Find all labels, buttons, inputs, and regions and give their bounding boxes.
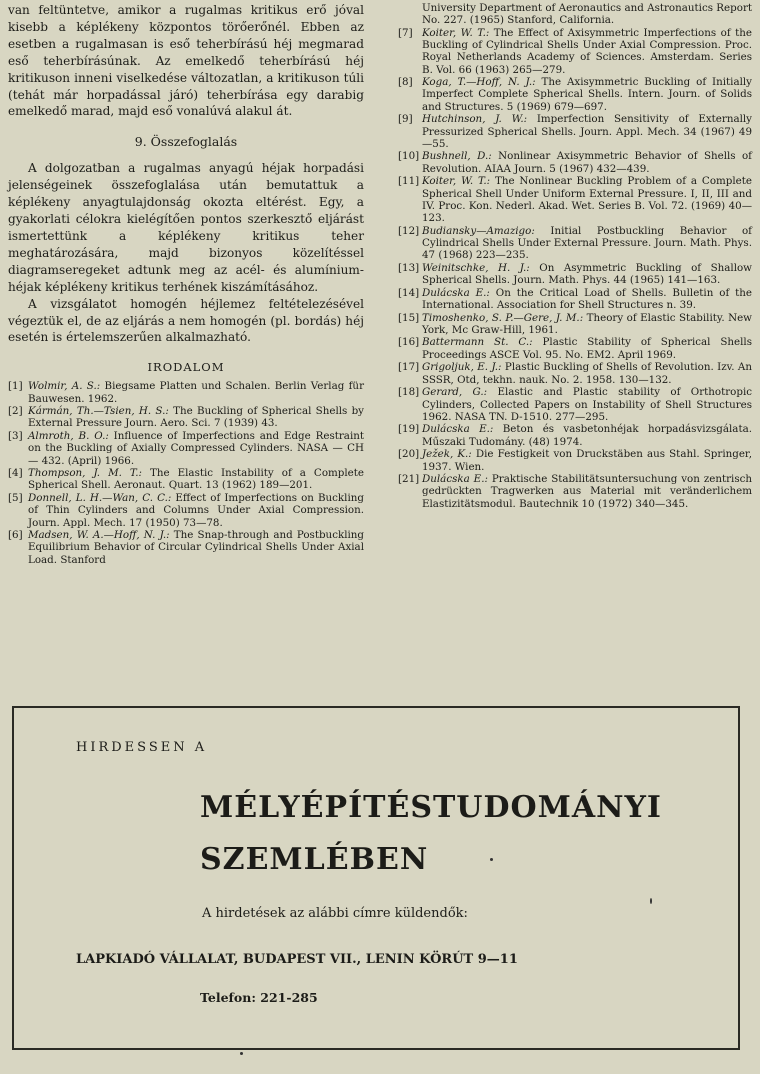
reference-author: Almroth, B. O.: [28,430,109,443]
reference-text: The Nonlinear Buckling Problem of a Complete Spherical Shell Under Uniform External Pressure. I, II, III and IV. Proc. Kon. Nederl. Akad. Wet. Series B. Vol. 72. (1969) 40—123. [422,175,752,224]
reference-body [422,361,752,385]
reference-text: The Snap-through and Postbuckling Equilibrium Behavior of Circular Cylindrical Shells Under Axial Load. Stanford [28,529,365,566]
reference-number: [1] [8,380,23,393]
reference-body [422,262,752,286]
reference-number: [6] [8,529,23,542]
reference-body [422,150,752,174]
reference-body [28,405,364,429]
right-column [398,2,752,510]
reference-item [398,448,752,472]
reference-number: [19] [398,423,420,436]
summary-paragraph: A vizsgálatot homogén héjlemez feltételezésével végeztük el, de az eljárás a nem homogén (pl. bordás) héj esetén is értelemszerűen alkalmazható. [8,296,364,345]
print-speck [490,858,493,861]
reference-author: Wolmir, A. S.: [28,380,101,393]
reference-text: The Elastic Instability of a Complete Spherical Shell. Aeronaut. Quart. 13 (1962) 189—201. [28,467,364,492]
reference-body [422,76,752,113]
reference-text: Die Festigkeit von Druckstäben aus Stahl. Springer, 1937. Wien. [422,448,752,473]
reference-text: Plastic Buckling of Shells of Revolution. Izv. An SSSR, Otd, tekhn. nauk. No. 2. 1958. 130—132. [422,361,752,386]
reference-author: Koiter, W. T.: [422,175,491,188]
reference-item [8,430,364,467]
reference-number: [7] [398,26,413,39]
references-list-left [8,380,364,566]
reference-text: Beton és vasbetonhéjak horpadásvizsgálata. Műszaki Tudomány. (48) 1974. [422,423,752,448]
reference-number: [3] [8,430,23,443]
reference-author: Gerard, G.: [422,386,488,399]
ad-lead: HIRDESSEN A [76,740,208,755]
reference-body [422,113,752,150]
reference-item [398,287,752,311]
reference-body [422,423,752,447]
reference-author: Weinitschke, H. J.: [422,261,530,274]
reference-text: Elastic and Plastic stability of Orthotropic Cylinders, Collected Papers on Instability of Shell Structures 1962. NASA TN. D-1510. 277—295. [422,386,752,423]
reference-number: [13] [398,261,420,274]
reference-body [28,529,364,566]
intro-paragraph: van feltüntetve, amikor a rugalmas kritikus erő jóval kisebb a képlékeny központos törőerőnél. Ebben az esetben a rugalmasan is eső teherbírású héj megmarad eső teherbírásúnak. Az emelkedő teherbírású héj kritikuson inneni viselkedése változatlan, a kritikuson túli (tehát már horpadással járó) teherbírása egy darabig emelkedő marad, majd eső vonalúvá alakul át. [8,3,364,119]
reference-body [422,448,752,472]
reference-number: [14] [398,286,420,299]
reference-body [422,386,752,423]
reference-text: Initial Postbuckling Behavior of Cylindrical Shells Under External Pressure. Journ. Math. Phys. 47 (1968) 223—235. [422,224,752,262]
reference-author: Koiter, W. T.: [422,26,490,39]
reference-number: [15] [398,311,420,324]
references-title: IRODALOM [147,360,225,375]
reference-item [398,76,752,113]
reference-author: Koga, T.—Hoff, N. J.: [422,76,536,89]
reference-text: On Asymmetric Buckling of Shallow Spherical Shells. Journ. Math. Phys. 44 (1965) 141—163. [422,261,752,286]
reference-author: Hutchinson, J. W.: [422,113,528,126]
reference-text: The Buckling of Spherical Shells by External Pressure Journ. Aero. Sci. 7 (1939) 43. [28,405,365,430]
section-title: 9. Összefoglalás [134,134,238,150]
reference-number: [9] [398,113,413,126]
reference-text: The Axisymmetric Buckling of Initially Imperfect Complete Spherical Shells. Intern. Journ. of Solids and Structures. 5 (1969) 679—697. [422,76,752,113]
reference-body [28,380,364,404]
reference-author: Kármán, Th.—Tsien, H. S.: [28,405,169,418]
reference-item [398,386,752,423]
reference-number: [11] [398,175,420,188]
reference-item [8,529,364,566]
reference-item [398,150,752,174]
print-speck [240,1052,243,1055]
reference-author: Timoshenko, S. P.—Gere, J. M.: [422,311,584,324]
ad-subtitle: A hirdetések az alábbi címre küldendők: [202,906,468,921]
ad-phone: Telefon: 221-285 [200,990,318,1005]
advertisement-box [12,706,740,1050]
reference-author: Dulácska E.: [422,423,494,436]
reference-item [398,312,752,336]
reference-number: [12] [398,224,420,237]
reference-item [8,380,364,404]
reference-number: [20] [398,448,420,461]
reference-item [398,473,752,510]
reference-body [422,27,752,76]
print-speck [650,898,652,904]
reference-item [398,336,752,360]
reference-text: Plastic Stability of Spherical Shells Proceedings ASCE Vol. 95. No. EM2. April 1969. [422,336,752,361]
reference-body [28,467,364,491]
reference-author: Madsen, W. A.—Hoff, N. J.: [28,529,170,542]
reference-item [398,27,752,76]
reference-item [398,113,752,150]
reference-number: [21] [398,473,420,486]
reference-text: On the Critical Load of Shells. Bulletin of the International. Association for Shell Structures n. 39. [422,286,752,311]
reference-text: Praktische Stabilitätsuntersuchung von zentrisch gedrückten Tragwerken aus Material mit veränderlichem Elastizitätsmodul. Bautechnik 10 (1972) 340—345. [422,473,752,510]
reference-author: Dulácska E.: [422,286,490,299]
reference-number: [8] [398,76,413,89]
reference-number: [4] [8,467,23,480]
reference-author: Budiansky—Amazigo: [422,224,535,237]
reference-body [422,225,752,262]
reference-body [422,175,752,224]
reference-number: [17] [398,361,420,374]
reference-item [8,492,364,529]
reference-text: Effect of Imperfections on Buckling of Thin Cylinders and Columns Under Axial Compression. Journ. Appl. Mech. 17 (1950) 73—78. [28,492,364,529]
reference-body [422,2,752,26]
reference-item [398,225,752,262]
reference-item [398,361,752,385]
reference-body [28,430,364,467]
reference-text: Imperfection Sensitivity of Externally Pressurized Spherical Shells. Journ. Appl. Mech. 34 (1967) 49—55. [422,113,752,150]
reference-number: [5] [8,492,23,505]
reference-item [398,2,752,26]
reference-item [398,175,752,224]
reference-author: Bushnell, D.: [422,150,492,163]
reference-author: Dulácska E.: [422,473,488,486]
ad-address: LAPKIADÓ VÁLLALAT, BUDAPEST VII., LENIN KÖRÚT 9—11 [76,952,518,967]
left-column [8,2,364,566]
reference-body [422,473,752,510]
reference-body [422,336,752,360]
reference-number: [16] [398,336,420,349]
reference-text: Nonlinear Axisymmetric Behavior of Shells of Revolution. AIAA Journ. 5 (1967) 432—439. [422,150,752,175]
reference-text: The Effect of Axisymmetric Imperfections of the Buckling of Cylindrical Shells Under Axial Compression. Proc. Royal Netherlands Academy of Sciences. Amsterdam. Series B. Vol. 66 (1963) 265—279. [422,26,752,76]
ad-title-line-1: MÉLYÉPÍTÉSTUDOMÁNYI [200,790,662,825]
reference-text: Theory of Elastic Stability. New York, Mc Graw-Hill, 1961. [422,311,753,336]
reference-text: Biegsame Platten und Schalen. Berlin Verlag für Bauwesen. 1962. [28,380,364,405]
summary-paragraph: A dolgozatban a rugalmas anyagú héjak horpadási jelenségeinek összefoglalása után bemutattuk a képlékeny anyagtulajdonság okozta eltérést. Egy, a gyakorlati célokra kielégítően pontos szerkesztő eljárást ismertettünk a képlékeny kritikus teher meghatározására, majd bizonyos közelítéssel diagramseregeket adtunk meg az acél- és alumínium-héjak képlékeny kritikus terhének kiszámításához. [8,161,364,294]
reference-body [422,312,752,336]
reference-text: Influence of Imperfections and Edge Restraint on the Buckling of Axially Compressed Cylinders. NASA — CH — 432. (April) 1966. [28,430,365,467]
reference-body [28,492,364,529]
reference-text: University Department of Aeronautics and Astronautics Report No. 227. (1965) Stanford, California. [422,2,752,27]
reference-item [8,467,364,491]
reference-author: Grigoljuk, E. J.: [422,361,502,374]
reference-author: Ježek, K.: [422,448,472,461]
reference-author: Donnell, L. H.—Wan, C. C.: [28,492,172,505]
ad-title-line-2: SZEMLÉBEN [200,842,429,877]
reference-number: [10] [398,150,420,163]
reference-number: [2] [8,405,23,418]
reference-author: Thompson, J. M. T.: [28,467,142,480]
references-list-right [398,2,752,510]
reference-author: Battermann St. C.: [422,336,533,349]
reference-body [422,287,752,311]
reference-number [398,2,422,26]
reference-item [398,262,752,286]
reference-item [8,405,364,429]
reference-item [398,423,752,447]
reference-number: [18] [398,386,420,399]
